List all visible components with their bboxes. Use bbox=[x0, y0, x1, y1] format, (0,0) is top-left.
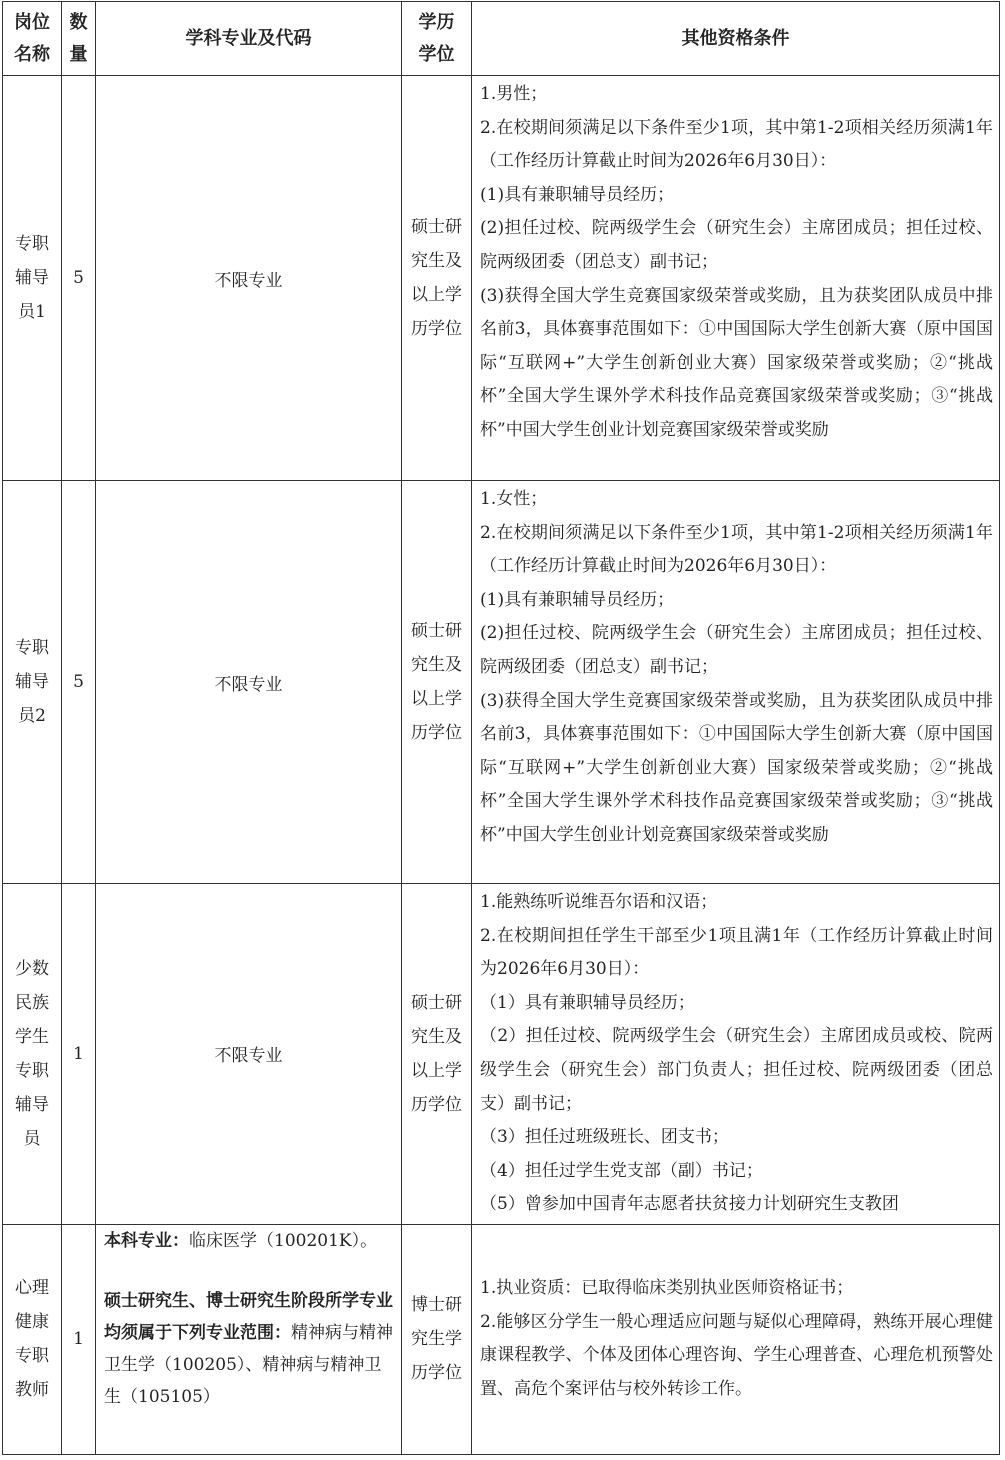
post-count: 5 bbox=[62, 76, 96, 481]
post-conditions bbox=[472, 884, 1000, 1225]
post-name: 专职辅导员2 bbox=[3, 481, 62, 884]
post-count: 5 bbox=[62, 481, 96, 884]
condition-line: (1)具有兼职辅导员经历； bbox=[480, 184, 675, 205]
major-graduate bbox=[104, 1285, 393, 1413]
header-count: 数量 bbox=[62, 2, 96, 76]
condition-line: （1）具有兼职辅导员经历； bbox=[480, 992, 695, 1013]
condition-line: （3）担任过班级班长、团支书； bbox=[480, 1127, 729, 1148]
post-conditions bbox=[472, 76, 1000, 481]
post-name: 专职辅导员1 bbox=[3, 76, 62, 481]
condition-line: 1.女性； bbox=[480, 489, 548, 509]
post-major: 不限专业 bbox=[96, 481, 402, 884]
condition-line: 1.男性； bbox=[480, 84, 548, 104]
condition-line: 1.执业资质：已取得临床类别执业医师资格证书； bbox=[480, 1278, 854, 1299]
condition-line: (2)担任过校、院两级学生会（研究生会）主席团成员；担任过校、院两级团委（团总支）副书记； bbox=[480, 623, 993, 677]
major-undergrad bbox=[104, 1225, 393, 1257]
condition-line: 2.在校期间须满足以下条件至少1项，其中第1-2项相关经历须满1年（工作经历计算截止时间为2026年6月30日）： bbox=[480, 117, 993, 172]
condition-line: (2)担任过校、院两级学生会（研究生会）主席团成员；担任过校、院两级团委（团总支）副书记； bbox=[480, 218, 993, 272]
header-post: 岗位名称 bbox=[3, 2, 62, 76]
post-count: 1 bbox=[62, 1224, 96, 1454]
major-label: 硕士研究生、博士研究生阶段所学专业均须属于下列专业范围： bbox=[104, 1290, 393, 1343]
post-education: 硕士研究生及以上学历学位 bbox=[402, 76, 472, 481]
condition-line: （4）担任过学生党支部（副）书记； bbox=[480, 1160, 763, 1181]
header-conditions: 其他资格条件 bbox=[472, 2, 1000, 76]
major-label: 本科专业： bbox=[104, 1230, 189, 1251]
condition-line: 1.能熟练听说维吾尔语和汉语； bbox=[480, 892, 718, 912]
header-major: 学科专业及代码 bbox=[96, 2, 402, 76]
post-education: 硕士研究生及以上学历学位 bbox=[402, 884, 472, 1225]
post-education: 博士研究生学历学位 bbox=[402, 1224, 472, 1454]
post-count: 1 bbox=[62, 884, 96, 1225]
condition-line: (1)具有兼职辅导员经历； bbox=[480, 589, 675, 610]
major-text: 临床医学（100201K）。 bbox=[189, 1230, 378, 1251]
header-education: 学历学位 bbox=[402, 2, 472, 76]
post-name: 心理健康专职教师 bbox=[3, 1224, 62, 1454]
condition-line: (3)获得全国大学生竞赛国家级荣誉或奖励，且为获奖团队成员中排名前3，具体赛事范围如下：①中国国际大学生创新大赛（原中国国际“互联网+”大学生创新创业大赛）国家级荣誉或奖励；②“挑战杯”全国大学生课外学术科技作品竞赛国家级荣誉或奖励；③“挑战杯”中国大学生创业计划竞赛国家级荣誉或奖励 bbox=[480, 690, 993, 845]
table-row bbox=[3, 884, 1000, 1225]
major-text: 精神病与精神卫生学（100205）、精神病与精神卫生（105105） bbox=[104, 1322, 393, 1407]
table-row bbox=[3, 76, 1000, 481]
condition-line: （2）担任过校、院两级学生会（研究生会）主席团成员或校、院两级学生会（研究生会）部门负责人；担任过校、院两级团委（团总支）副书记； bbox=[480, 1026, 993, 1114]
table-row bbox=[3, 481, 1000, 884]
condition-line: 2.能够区分学生一般心理适应问题与疑似心理障碍，熟练开展心理健康课程教学、个体及团体心理咨询、学生心理普查、心理危机预警处置、高危个案评估与校外转诊工作。 bbox=[480, 1311, 993, 1400]
post-name: 少数民族学生专职辅导员 bbox=[3, 884, 62, 1225]
table-row bbox=[3, 1224, 1000, 1454]
post-conditions bbox=[472, 481, 1000, 884]
recruitment-table bbox=[2, 1, 1000, 1455]
condition-line: (3)获得全国大学生竞赛国家级荣誉或奖励，且为获奖团队成员中排名前3，具体赛事范围如下：①中国国际大学生创新大赛（原中国国际“互联网+”大学生创新创业大赛）国家级荣誉或奖励；②“挑战杯”全国大学生课外学术科技作品竞赛国家级荣誉或奖励；③“挑战杯”中国大学生创业计划竞赛国家级荣誉或奖励 bbox=[480, 285, 993, 440]
post-education: 硕士研究生及以上学历学位 bbox=[402, 481, 472, 884]
condition-line: 2.在校期间担任学生干部至少1项且满1年（工作经历计算截止时间为2026年6月30日）： bbox=[480, 925, 993, 980]
condition-line: 2.在校期间须满足以下条件至少1项，其中第1-2项相关经历须满1年（工作经历计算截止时间为2026年6月30日）： bbox=[480, 522, 993, 577]
condition-line: （5）曾参加中国青年志愿者扶贫接力计划研究生支教团 bbox=[480, 1194, 899, 1215]
table-header-row bbox=[3, 2, 1000, 76]
post-major: 不限专业 bbox=[96, 76, 402, 481]
post-major: 不限专业 bbox=[96, 884, 402, 1225]
post-conditions bbox=[472, 1224, 1000, 1454]
post-major bbox=[96, 1224, 402, 1454]
